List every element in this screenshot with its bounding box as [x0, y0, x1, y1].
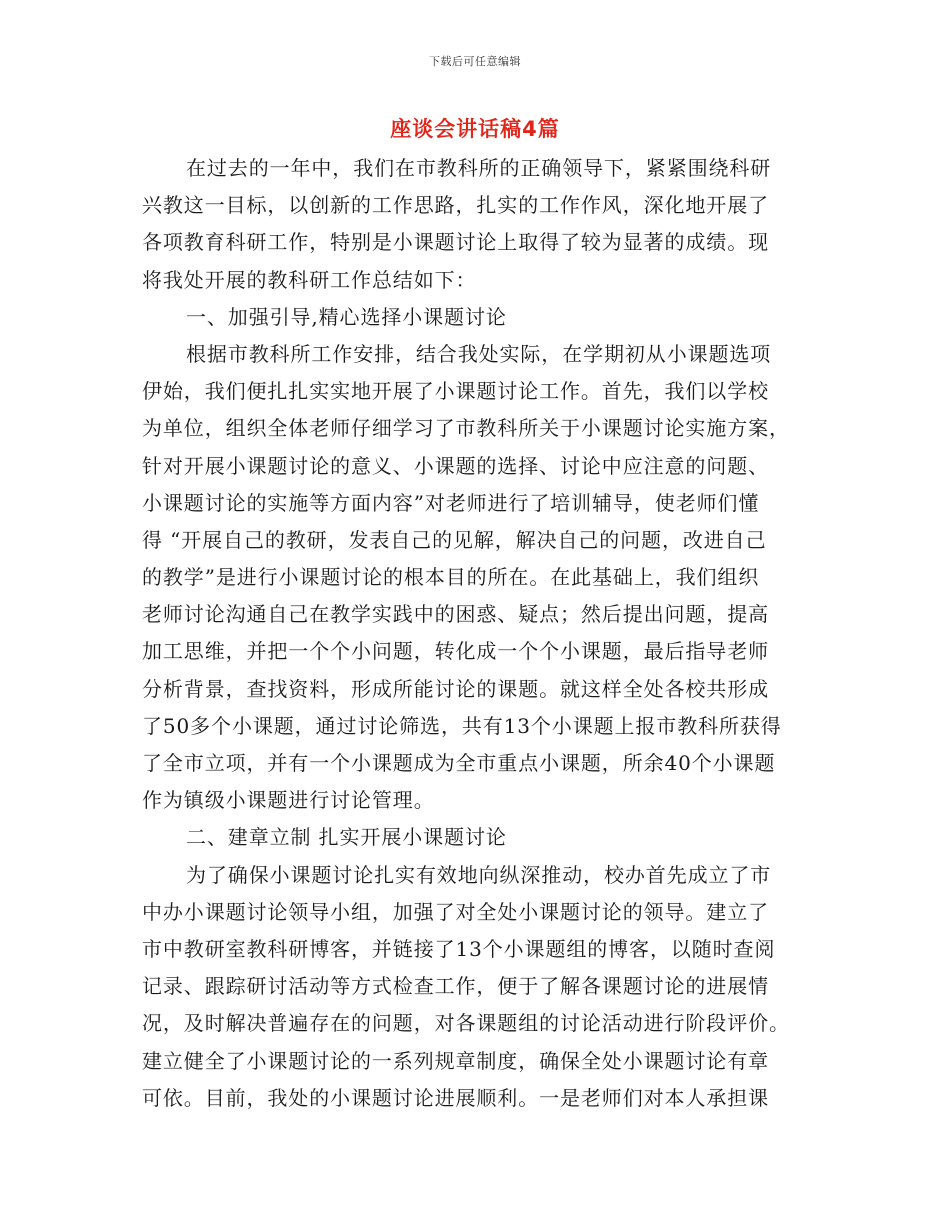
document-title: 座谈会讲话稿4篇: [390, 117, 560, 141]
body-line: 在过去的一年中，我们在市教科所的正确领导下，紧紧围绕科研: [186, 156, 772, 180]
page-header-note: 下载后可任意编辑: [429, 55, 521, 68]
body-line: 记录、跟踪研讨活动等方式检查工作，便于了解各课题讨论的进展情: [142, 974, 769, 999]
body-line: 况，及时解决普遍存在的问题，对各课题组的讨论活动进行阶段评价。: [142, 1011, 790, 1036]
body-line: 根据市教科所工作安排，结合我处实际，在学期初从小课题选项: [186, 341, 772, 366]
body-line: 为了确保小课题讨论扎实有效地向纵深推动，校办首先成立了市: [186, 862, 772, 887]
body-line: 中办小课题讨论领导小组，加强了对全处小课题讨论的领导。建立了: [142, 899, 769, 924]
section-heading: 二、建章立制 扎实开展小课题讨论: [186, 825, 507, 850]
body-line: 的教学”是进行小课题讨论的根本目的所在。在此基础上，我们组织: [142, 565, 760, 590]
body-line: 分析背景，查找资料，形成所能讨论的课题。就这样全处各校共形成: [142, 676, 769, 701]
body-line: 加工思维，并把一个个小问题，转化成一个个小课题，最后指导老师: [142, 639, 769, 664]
body-line: 伊始，我们便扎扎实实地开展了小课题讨论工作。首先，我们以学校: [142, 379, 769, 404]
body-line: 各项教育科研工作，特别是小课题讨论上取得了较为显著的成绩。现: [142, 230, 769, 255]
body-line: 为单位，组织全体老师仔细学习了市教科所关于小课题讨论实施方案，: [142, 416, 790, 441]
body-line: 可依。目前，我处的小课题讨论进展顺利。一是老师们对本人承担课: [142, 1085, 769, 1110]
body-line: 作为镇级小课题进行讨论管理。: [142, 788, 435, 813]
body-line: 老师讨论沟通自己在教学实践中的困惑、疑点；然后提出问题，提高: [142, 602, 769, 627]
body-line: 建立健全了小课题讨论的一系列规章制度，确保全处小课题讨论有章: [142, 1048, 769, 1073]
body-line: 小课题讨论的实施等方面内容”对老师进行了培训辅导，使老师们懂: [142, 490, 760, 515]
body-line: 得 “开展自己的教研，发表自己的见解，解决自己的问题，改进自己: [142, 527, 767, 552]
body-line: 了50多个小课题，通过讨论筛选，共有13个小课题上报市教科所获得: [142, 713, 782, 738]
body-line: 了全市立项，并有一个小课题成为全市重点小课题，所余40个小课题: [142, 751, 776, 775]
body-line: 市中教研室教科研博客，并链接了13个小课题组的博客，以随时查阅: [142, 936, 776, 961]
body-line: 将我处开展的教科研工作总结如下：: [142, 267, 477, 292]
body-line: 针对开展小课题讨论的意义、小课题的选择、讨论中应注意的问题、: [142, 453, 769, 478]
body-line: 兴教这一目标，以创新的工作思路，扎实的工作作风，深化地开展了: [142, 193, 769, 218]
section-heading: 一、加强引导,精心选择小课题讨论: [186, 304, 507, 329]
document-body: [142, 150, 812, 1117]
